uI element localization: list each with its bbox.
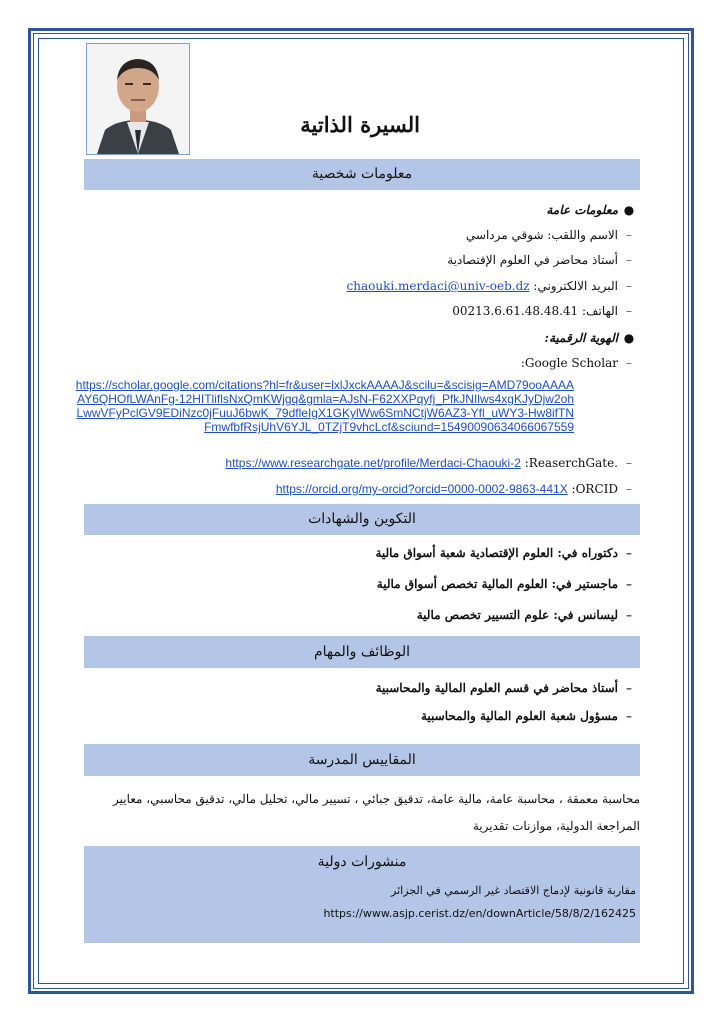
name-line: –الاسم واللقب: شوقي مرداسي [466, 228, 640, 242]
publication-url[interactable]: https://www.asjp.cerist.dz/en/downArticle/58/8/2/162425 [323, 907, 636, 920]
education-item: –دكتوراه في: العلوم الإقتصادية شعبة أسواق مالية [375, 546, 640, 560]
email-link[interactable]: chaouki.merdaci@univ-oeb.dz [346, 279, 530, 293]
section-header-personal: معلومات شخصية [84, 159, 640, 190]
section-header-jobs: الوظائف والمهام [84, 636, 640, 668]
scholar-label: :Google Scholar [520, 356, 618, 370]
dash-icon: – [626, 546, 632, 560]
dash-icon: – [626, 608, 632, 622]
scholar-label-line [521, 356, 640, 370]
dash-icon: – [626, 681, 632, 695]
job-item: –أستاذ محاضر في قسم العلوم المالية والمحاسبية [376, 681, 640, 695]
education-item: –ليسانس في: علوم التسيير تخصص مالية [417, 608, 640, 622]
orcid-link[interactable]: https://orcid.org/my-orcid?orcid=0000-0002-9863-441X [275, 482, 568, 496]
digital-identity-heading: ●الهوية الرقمية: [545, 331, 640, 345]
dash-icon: – [626, 709, 632, 723]
publication-title: مقاربة قانونية لإدماج الاقتصاد غير الرسمي في الجزائر [391, 884, 636, 897]
dash-icon: – [626, 279, 632, 293]
publications-panel [84, 846, 640, 943]
job-item: –مسؤول شعبة العلوم المالية والمحاسبية [421, 709, 640, 723]
bullet-icon: ● [623, 331, 635, 345]
page-title: السيرة الذاتية [300, 112, 420, 137]
email-line: –البريد الالكتروني: chaouki.merdaci@univ-oeb.dz [347, 279, 640, 293]
dash-icon: – [626, 304, 632, 318]
phone-number: 00213.6.61.48.48.41 [452, 304, 579, 318]
researchgate-link[interactable]: https://www.researchgate.net/profile/Merdaci-Chaouki-2 [225, 456, 521, 470]
scholar-link[interactable]: https://scholar.google.com/citations?hl=fr&user=lxlJxckAAAAJ&scilu=&scisig=AMD79ooAAAAAY6QHOfLWAnFg-12HITliflsNxQmKWjgq&gmla=AJsN-F62XXPqyfj_PfkJNIlws4xgKJyDjw2ohLwwVFyPclGV9EDiNzc0jFuuJ6bwK_79dfleIgX1GKylWw6SmNCtjW6AZ3-Yfl_uWY3-Hw8ifTNFmwfbfRsjUhV6YJL_0TZjT9vhcLcf&sciund=15490090634066067559 [75, 378, 574, 434]
orcid-label: :ORCID [571, 482, 618, 496]
section-header-publications: منشورات دولية [317, 854, 407, 870]
dash-icon: – [626, 482, 632, 496]
section-header-education: التكوين والشهادات [84, 504, 640, 535]
section-header-courses: المقاييس المدرسة [84, 744, 640, 776]
dash-icon: – [626, 456, 632, 470]
dash-icon: – [626, 356, 632, 370]
profile-photo [86, 43, 190, 155]
courses-text: محاسبة معمقة ، محاسبة عامة، مالية عامة، تدقيق جبائي ، تسيير مالي، تحليل مالي، تدقيق محاسبي، معايير المراجعة الدولية، موازنات تقديرية [113, 792, 640, 833]
researchgate-label: :ReaserchGate. [524, 456, 618, 470]
general-info-heading: ●معلومات عامة [546, 203, 640, 217]
dash-icon: – [626, 228, 632, 242]
orcid-line [276, 482, 640, 496]
dash-icon: – [626, 577, 632, 591]
dash-icon: – [626, 253, 632, 267]
education-item: –ماجستير في: العلوم المالية تخصص أسواق مالية [377, 577, 640, 591]
bullet-icon: ● [623, 203, 635, 217]
phone-line: –الهاتف: 00213.6.61.48.48.41 [452, 304, 640, 318]
position-line: –أستاذ محاضر في العلوم الإقتصادية [447, 253, 640, 267]
researchgate-line [225, 456, 640, 470]
